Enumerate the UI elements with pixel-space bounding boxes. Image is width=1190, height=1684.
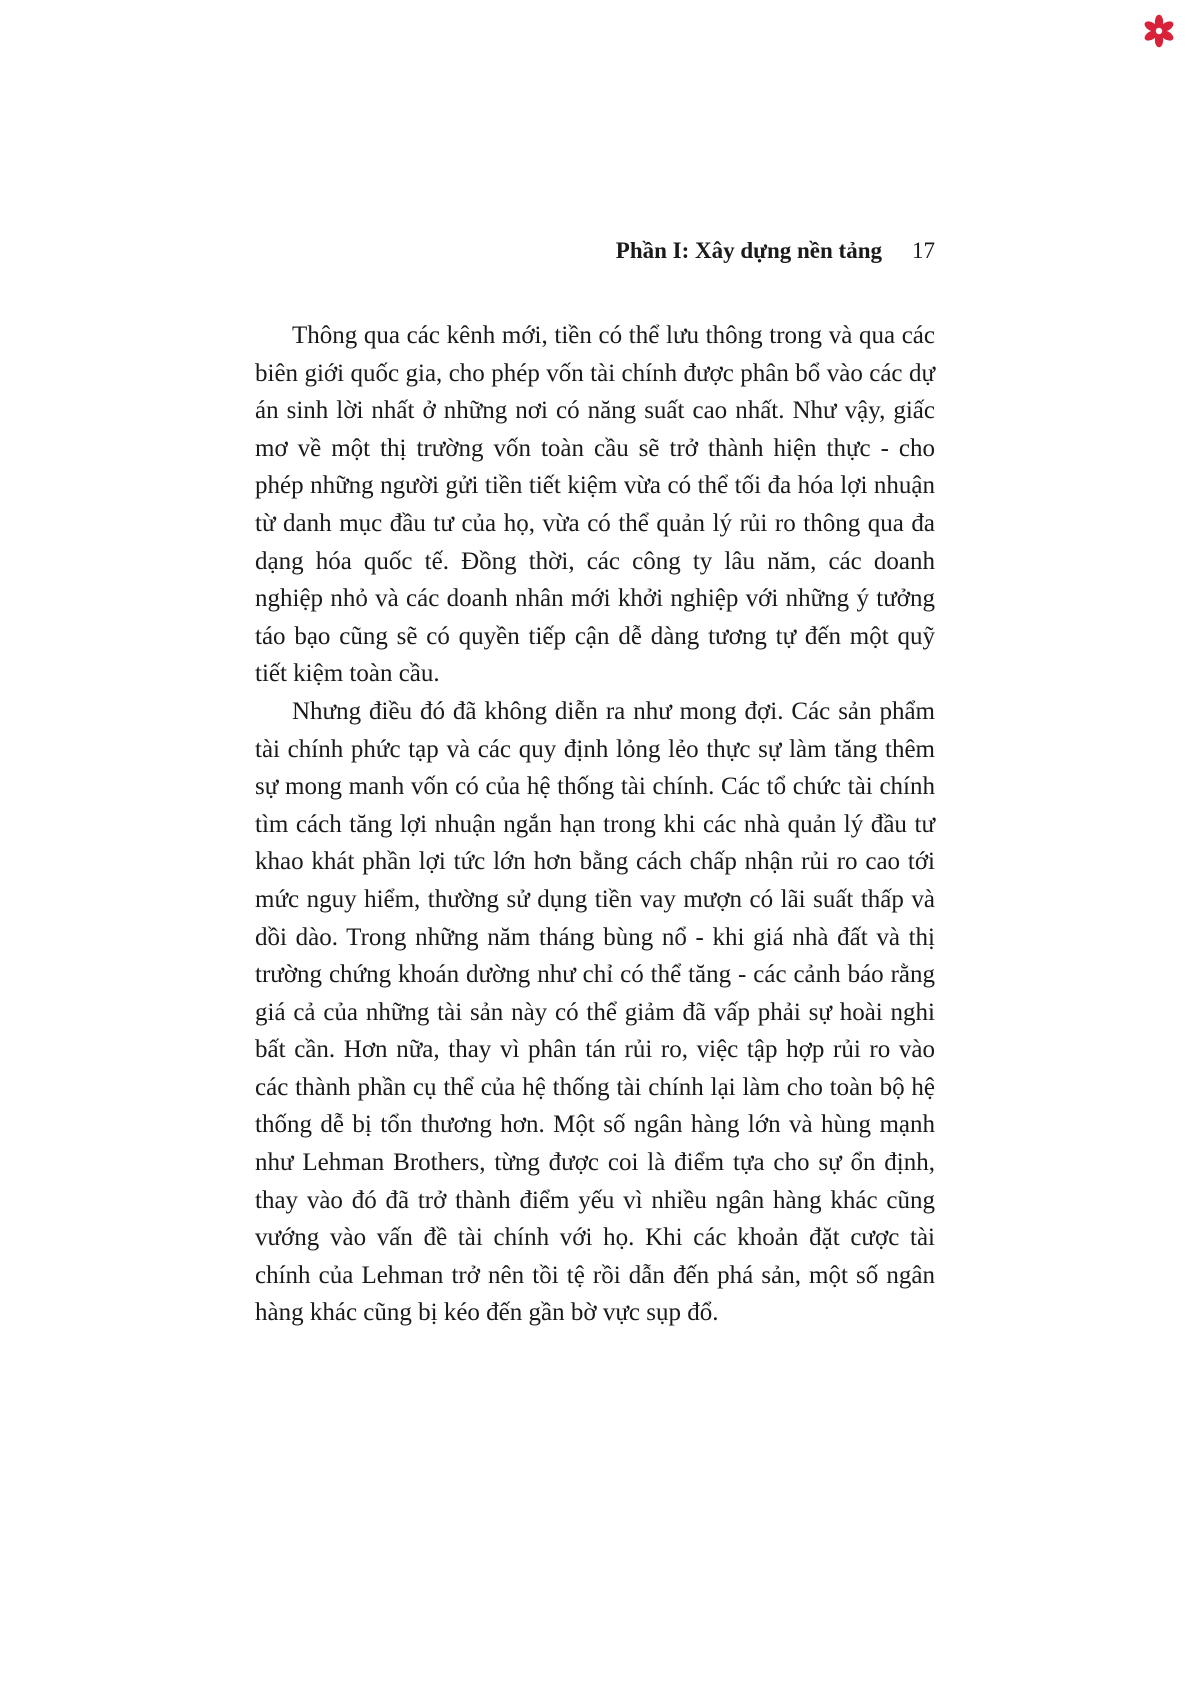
running-header [255, 236, 935, 266]
paragraph-1: Thông qua các kênh mới, tiền có thể lưu thông trong và qua các biên giới quốc gia, cho phép vốn tài chính được phân bổ vào các dự án sinh lời nhất ở những nơi có năng suất cao nhất. Như vậy, giấc mơ về một thị trường vốn toàn cầu sẽ trở thành hiện thực - cho phép những người gửi tiền tiết kiệm vừa có thể tối đa hóa lợi nhuận từ danh mục đầu tư của họ, vừa có thể quản lý rủi ro thông qua đa dạng hóa quốc tế. Đồng thời, các công ty lâu năm, các doanh nghiệp nhỏ và các doanh nhân mới khởi nghiệp với những ý tưởng táo bạo cũng sẽ có quyền tiếp cận dễ dàng tương tự đến một quỹ tiết kiệm toàn cầu. [255, 322, 935, 688]
publisher-flower-logo-icon [1142, 14, 1176, 48]
flower-logo-icon [1142, 14, 1176, 48]
body-text [255, 317, 935, 1332]
chapter-title: Phần I: Xây dựng nền tảng [615, 238, 882, 263]
paragraph-2: Nhưng điều đó đã không diễn ra như mong đợi. Các sản phẩm tài chính phức tạp và các quy định lỏng lẻo thực sự làm tăng thêm sự mong manh vốn có của hệ thống tài chính. Các tổ chức tài chính tìm cách tăng lợi nhuận ngắn hạn trong khi các nhà quản lý đầu tư khao khát phần lợi tức lớn hơn bằng cách chấp nhận rủi ro cao tới mức nguy hiểm, thường sử dụng tiền vay mượn có lãi suất thấp và dồi dào. Trong những năm tháng bùng nổ - khi giá nhà đất và thị trường chứng khoán dường như chỉ có thể tăng - các cảnh báo rằng giá cả của những tài sản này có thể giảm đã vấp phải sự hoài nghi bất cần. Hơn nữa, thay vì phân tán rủi ro, việc tập hợp rủi ro vào các thành phần cụ thể của hệ thống tài chính lại làm cho toàn bộ hệ thống dễ bị tổn thương hơn. Một số ngân hàng lớn và hùng mạnh như Lehman Brothers, từng được coi là điểm tựa cho sự ổn định, thay vào đó đã trở thành điểm yếu vì nhiều ngân hàng khác cũng vướng vào vấn đề tài chính với họ. Khi các khoản đặt cược tài chính của Lehman trở nên tồi tệ rồi dẫn đến phá sản, một số ngân hàng khác cũng bị kéo đến gần bờ vực sụp đổ. [255, 697, 935, 1327]
page-number: 17 [912, 238, 935, 263]
